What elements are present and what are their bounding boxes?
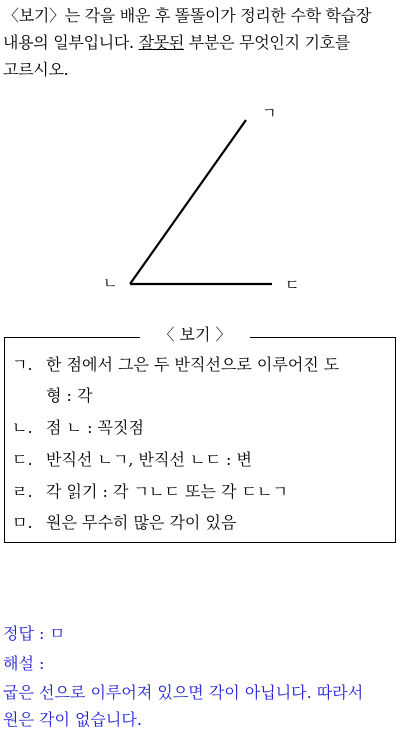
bogi-item-text: 원은 무수히 많은 각이 있음 [46,513,237,532]
bogi-item-mark: ㅁ. [12,513,33,532]
bogi-item-mark: ㄹ. [12,482,33,501]
bogi-item-mark: ㄴ. [12,418,33,437]
question-line-2b: 부분은 무엇인지 기호를 [184,33,350,52]
angle-figure [0,100,400,310]
bogi-item-text: 각 읽기 : 각 ㄱㄴㄷ 또는 각 ㄷㄴㄱ [46,482,288,501]
label-vertex-point: ㄴ [103,274,118,292]
bogi-item-text: 반직선 ㄴㄱ, 반직선 ㄴㄷ : 변 [46,450,252,469]
question-text [3,2,399,83]
bogi-item-text: 점 ㄴ : 꼭짓점 [46,418,144,437]
answer-line: 정답 : ㅁ [3,624,65,643]
question-line-1: 〈보기〉는 각을 배운 후 똘똘이가 정리한 수학 학습장 [3,6,372,25]
label-right-point: ㄷ [285,276,300,294]
bogi-item-text: 한 점에서 그은 두 반직선으로 이루어진 도 [46,355,340,374]
bogi-item [12,351,392,378]
bogi-item-mark: ㄷ. [12,450,33,469]
bogi-item [12,414,392,441]
bogi-item [12,478,392,505]
bogi-item-text: 형 : 각 [46,386,93,405]
question-line-2a: 내용의 일부입니다. [3,33,139,52]
bogi-item-mark: ㄱ. [12,355,33,374]
bogi-item [12,446,392,473]
bogi-title: 〈 보기 〉 [140,324,250,346]
explanation-line-2: 원은 각이 없습니다. [3,710,142,729]
question-underlined-word: 잘못된 [138,33,185,52]
question-line-3: 고르시오. [3,60,69,79]
explanation-label: 해설 : [3,654,45,673]
ray-to-top [130,120,246,284]
bogi-item [12,382,392,409]
explanation-line-1: 굽은 선으로 이루어져 있으면 각이 아닙니다. 따라서 [3,683,364,702]
bogi-item [12,509,392,536]
label-top-point: ㄱ [262,104,277,122]
